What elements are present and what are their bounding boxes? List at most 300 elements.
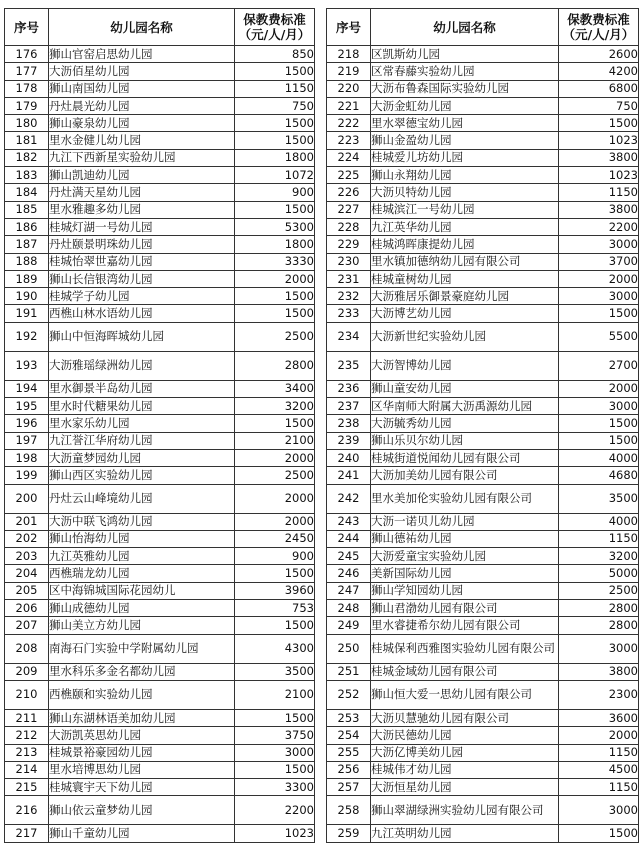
cell-no: 177: [5, 63, 49, 80]
cell-fee: 1500: [559, 825, 639, 842]
cell-name: 里水金健儿幼儿园: [49, 132, 235, 149]
cell-fee: 3960: [235, 582, 315, 599]
table-row: [327, 467, 639, 484]
cell-fee: 2800: [559, 600, 639, 617]
cell-fee: 1500: [235, 565, 315, 582]
cell-fee: 750: [559, 97, 639, 114]
cell-name: 区凯斯幼儿园: [371, 46, 559, 63]
cell-name: 狮山成德幼儿园: [49, 600, 235, 617]
cell-name: 大沥爱童宝实验幼儿园: [371, 548, 559, 565]
cell-no: 178: [5, 80, 49, 97]
cell-no: 211: [5, 709, 49, 726]
table-row: [327, 63, 639, 80]
cell-fee: 1023: [559, 132, 639, 149]
cell-fee: 3400: [235, 380, 315, 397]
header-no: 序号: [327, 9, 371, 46]
cell-no: 195: [5, 398, 49, 415]
cell-fee: 1500: [235, 709, 315, 726]
header-no: 序号: [5, 9, 49, 46]
table-row: [5, 149, 315, 166]
cell-no: 180: [5, 115, 49, 132]
cell-no: 230: [327, 253, 371, 270]
cell-fee: 3000: [235, 744, 315, 761]
cell-fee: 2000: [235, 449, 315, 466]
table-row: [327, 149, 639, 166]
cell-name: 大沥雅居乐御景豪庭幼儿园: [371, 288, 559, 305]
cell-name: 桂城保利西雅图实验幼儿园有限公司: [371, 634, 559, 663]
cell-no: 226: [327, 184, 371, 201]
cell-name: 美新国际幼儿园: [371, 565, 559, 582]
cell-fee: 5000: [559, 565, 639, 582]
cell-fee: 1500: [235, 617, 315, 634]
cell-no: 198: [5, 449, 49, 466]
cell-fee: 4000: [559, 513, 639, 530]
cell-name: 区华南师大附属大沥禹源幼儿园: [371, 398, 559, 415]
cell-name: 南海石门实验中学附属幼儿园: [49, 634, 235, 663]
cell-fee: 2600: [559, 46, 639, 63]
cell-no: 238: [327, 415, 371, 432]
cell-no: 245: [327, 548, 371, 565]
table-row: [327, 617, 639, 634]
cell-no: 220: [327, 80, 371, 97]
cell-name: 里水培博思幼儿园: [49, 761, 235, 778]
cell-fee: 1023: [235, 825, 315, 842]
cell-fee: 2800: [559, 617, 639, 634]
table-row: [327, 600, 639, 617]
cell-fee: 2000: [235, 513, 315, 530]
cell-no: 237: [327, 398, 371, 415]
cell-fee: 2000: [559, 727, 639, 744]
table-row: [327, 565, 639, 582]
header-fee-text: 保教费标准（元/人/月）: [562, 12, 635, 42]
cell-no: 215: [5, 779, 49, 796]
table-row: [327, 634, 639, 663]
cell-no: 249: [327, 617, 371, 634]
cell-no: 185: [5, 201, 49, 218]
cell-fee: 1023: [559, 167, 639, 184]
cell-name: 狮山德祐幼儿园: [371, 530, 559, 547]
table-row: [5, 825, 315, 842]
cell-fee: 1500: [235, 415, 315, 432]
cell-name: 丹灶颐景明珠幼儿园: [49, 236, 235, 253]
cell-no: 218: [327, 46, 371, 63]
header-name: 幼儿园名称: [49, 9, 235, 46]
table-row: [5, 796, 315, 825]
table-row: [5, 322, 315, 351]
table-row: [327, 288, 639, 305]
table-header-row: [5, 9, 315, 46]
table-row: [5, 63, 315, 80]
cell-no: 212: [5, 727, 49, 744]
table-row: [5, 680, 315, 709]
cell-fee: 2300: [559, 680, 639, 709]
cell-name: 大沥民德幼儿园: [371, 727, 559, 744]
cell-fee: 3500: [235, 663, 315, 680]
cell-no: 200: [5, 484, 49, 513]
cell-no: 191: [5, 305, 49, 322]
cell-name: 里水御景半岛幼儿园: [49, 380, 235, 397]
cell-no: 246: [327, 565, 371, 582]
cell-name: 狮山君渤幼儿园有限公司: [371, 600, 559, 617]
table-row: [5, 218, 315, 235]
cell-fee: 3300: [235, 779, 315, 796]
cell-no: 204: [5, 565, 49, 582]
cell-name: 里水镇加德纳幼儿园有限公司: [371, 253, 559, 270]
cell-no: 255: [327, 744, 371, 761]
cell-fee: 3500: [559, 484, 639, 513]
cell-name: 桂城寰宇天下幼儿园: [49, 779, 235, 796]
cell-name: 里水美加伦实验幼儿园有限公司: [371, 484, 559, 513]
table-row: [327, 449, 639, 466]
cell-name: 大沥贝特幼儿园: [371, 184, 559, 201]
table-row: [327, 744, 639, 761]
cell-no: 197: [5, 432, 49, 449]
table-body-right: [327, 46, 639, 843]
cell-fee: 1150: [559, 530, 639, 547]
cell-no: 256: [327, 761, 371, 778]
cell-name: 里水睿捷希尔幼儿园有限公司: [371, 617, 559, 634]
cell-name: 里水时代糖果幼儿园: [49, 398, 235, 415]
table-row: [327, 46, 639, 63]
table-row: [5, 744, 315, 761]
fee-table-right: [326, 8, 639, 843]
table-row: [5, 380, 315, 397]
cell-fee: 3200: [235, 398, 315, 415]
cell-name: 狮山官窑启思幼儿园: [49, 46, 235, 63]
cell-fee: 6800: [559, 80, 639, 97]
table-row: [5, 617, 315, 634]
table-row: [327, 115, 639, 132]
table-row: [5, 548, 315, 565]
cell-no: 179: [5, 97, 49, 114]
table-row: [327, 530, 639, 547]
cell-fee: 3800: [559, 201, 639, 218]
table-row: [327, 97, 639, 114]
cell-no: 182: [5, 149, 49, 166]
cell-fee: 2000: [559, 380, 639, 397]
cell-name: 桂城街道悦闻幼儿园有限公司: [371, 449, 559, 466]
cell-fee: 2000: [235, 270, 315, 287]
cell-no: 227: [327, 201, 371, 218]
cell-no: 207: [5, 617, 49, 634]
cell-fee: 3000: [559, 634, 639, 663]
table-row: [5, 779, 315, 796]
cell-name: 大沥佰星幼儿园: [49, 63, 235, 80]
table-row: [5, 663, 315, 680]
cell-no: 258: [327, 796, 371, 825]
cell-no: 253: [327, 709, 371, 726]
cell-name: 丹灶云山峰境幼儿园: [49, 484, 235, 513]
cell-no: 214: [5, 761, 49, 778]
table-row: [5, 449, 315, 466]
table-row: [327, 218, 639, 235]
cell-no: 228: [327, 218, 371, 235]
table-row: [5, 582, 315, 599]
table-row: [5, 530, 315, 547]
table-row: [5, 634, 315, 663]
cell-no: 234: [327, 322, 371, 351]
table-row: [5, 398, 315, 415]
cell-fee: 1500: [235, 288, 315, 305]
table-row: [327, 322, 639, 351]
cell-no: 223: [327, 132, 371, 149]
table-row: [327, 779, 639, 796]
cell-fee: 753: [235, 600, 315, 617]
cell-name: 狮山恒大爱一思幼儿园有限公司: [371, 680, 559, 709]
cell-name: 狮山学知园幼儿园: [371, 582, 559, 599]
cell-no: 259: [327, 825, 371, 842]
table-row: [327, 80, 639, 97]
cell-name: 丹灶满天星幼儿园: [49, 184, 235, 201]
table-row: [5, 97, 315, 114]
cell-name: 大沥一诺贝儿幼儿园: [371, 513, 559, 530]
cell-name: 狮山依云童梦幼儿园: [49, 796, 235, 825]
cell-name: 里水雅趣多幼儿园: [49, 201, 235, 218]
table-row: [5, 115, 315, 132]
cell-name: 狮山豪泉幼儿园: [49, 115, 235, 132]
table-header-row: [327, 9, 639, 46]
cell-fee: 2500: [235, 322, 315, 351]
cell-no: 184: [5, 184, 49, 201]
cell-fee: 3330: [235, 253, 315, 270]
table-row: [327, 513, 639, 530]
cell-no: 225: [327, 167, 371, 184]
cell-name: 狮山中恒海晖城幼儿园: [49, 322, 235, 351]
table-row: [5, 467, 315, 484]
cell-fee: 3800: [559, 663, 639, 680]
cell-fee: 3000: [559, 288, 639, 305]
cell-no: 186: [5, 218, 49, 235]
cell-name: 里水科乐多金名都幼儿园: [49, 663, 235, 680]
cell-no: 254: [327, 727, 371, 744]
cell-fee: 1500: [235, 305, 315, 322]
table-row: [5, 415, 315, 432]
cell-name: 狮山美立方幼儿园: [49, 617, 235, 634]
cell-name: 桂城金域幼儿园有限公司: [371, 663, 559, 680]
cell-fee: 1500: [235, 132, 315, 149]
cell-name: 大沥智博幼儿园: [371, 351, 559, 380]
table-row: [5, 184, 315, 201]
cell-fee: 3200: [559, 548, 639, 565]
table-row: [327, 201, 639, 218]
cell-fee: 1500: [235, 761, 315, 778]
table-row: [5, 709, 315, 726]
cell-name: 大沥凯英思幼儿园: [49, 727, 235, 744]
cell-name: 大沥新世纪实验幼儿园: [371, 322, 559, 351]
cell-name: 西樵瑞龙幼儿园: [49, 565, 235, 582]
cell-fee: 2200: [559, 218, 639, 235]
cell-name: 大沥加美幼儿园有限公司: [371, 467, 559, 484]
cell-name: 大沥中联飞鸿幼儿园: [49, 513, 235, 530]
cell-no: 201: [5, 513, 49, 530]
cell-fee: 900: [235, 548, 315, 565]
cell-fee: 1500: [235, 115, 315, 132]
table-row: [327, 582, 639, 599]
cell-no: 210: [5, 680, 49, 709]
cell-no: 183: [5, 167, 49, 184]
cell-name: 大沥博艺幼儿园: [371, 305, 559, 322]
cell-fee: 2800: [235, 351, 315, 380]
cell-no: 232: [327, 288, 371, 305]
cell-name: 大沥金虹幼儿园: [371, 97, 559, 114]
cell-no: 202: [5, 530, 49, 547]
table-row: [5, 727, 315, 744]
cell-fee: 850: [235, 46, 315, 63]
cell-name: 狮山东湖林语美加幼儿园: [49, 709, 235, 726]
cell-no: 240: [327, 449, 371, 466]
cell-no: 181: [5, 132, 49, 149]
cell-no: 194: [5, 380, 49, 397]
cell-name: 狮山西区实验幼儿园: [49, 467, 235, 484]
cell-fee: 1150: [559, 184, 639, 201]
cell-name: 狮山永翔幼儿园: [371, 167, 559, 184]
cell-no: 176: [5, 46, 49, 63]
table-row: [5, 484, 315, 513]
cell-no: 242: [327, 484, 371, 513]
cell-no: 252: [327, 680, 371, 709]
cell-fee: 3000: [559, 796, 639, 825]
table-row: [327, 132, 639, 149]
cell-no: 193: [5, 351, 49, 380]
cell-name: 桂城景裕豪园幼儿园: [49, 744, 235, 761]
cell-name: 大沥贝慧驰幼儿园有限公司: [371, 709, 559, 726]
cell-name: 狮山乐贝尔幼儿园: [371, 432, 559, 449]
table-row: [5, 132, 315, 149]
cell-no: 247: [327, 582, 371, 599]
cell-name: 大沥毓秀幼儿园: [371, 415, 559, 432]
table-row: [327, 727, 639, 744]
cell-fee: 1500: [559, 305, 639, 322]
table-row: [5, 761, 315, 778]
cell-name: 丹灶晨光幼儿园: [49, 97, 235, 114]
cell-name: 九江英雅幼儿园: [49, 548, 235, 565]
cell-fee: 1500: [235, 63, 315, 80]
cell-fee: 1500: [235, 201, 315, 218]
cell-fee: 2500: [559, 582, 639, 599]
table-row: [5, 201, 315, 218]
table-row: [327, 270, 639, 287]
cell-name: 桂城学子幼儿园: [49, 288, 235, 305]
cell-fee: 3000: [559, 398, 639, 415]
cell-no: 205: [5, 582, 49, 599]
cell-no: 192: [5, 322, 49, 351]
cell-name: 桂城爱儿坊幼儿园: [371, 149, 559, 166]
table-row: [5, 600, 315, 617]
cell-fee: 3750: [235, 727, 315, 744]
cell-name: 大沥童梦园幼儿园: [49, 449, 235, 466]
fee-standard-page: [4, 8, 638, 841]
cell-no: 189: [5, 270, 49, 287]
table-row: [327, 432, 639, 449]
table-row: [327, 305, 639, 322]
cell-fee: 1500: [559, 432, 639, 449]
cell-name: 桂城怡翠世嘉幼儿园: [49, 253, 235, 270]
cell-fee: 1150: [559, 744, 639, 761]
cell-no: 248: [327, 600, 371, 617]
table-row: [5, 513, 315, 530]
table-row: [327, 796, 639, 825]
table-row: [5, 167, 315, 184]
table-row: [327, 709, 639, 726]
table-row: [5, 305, 315, 322]
cell-fee: 5300: [235, 218, 315, 235]
cell-name: 大沥恒星幼儿园: [371, 779, 559, 796]
cell-name: 大沥雅瑶绿洲幼儿园: [49, 351, 235, 380]
cell-fee: 1150: [559, 779, 639, 796]
cell-name: 桂城鸿晖康提幼儿园: [371, 236, 559, 253]
cell-name: 里水家乐幼儿园: [49, 415, 235, 432]
table-row: [327, 351, 639, 380]
table-row: [5, 236, 315, 253]
cell-no: 229: [327, 236, 371, 253]
cell-fee: 1500: [559, 115, 639, 132]
cell-fee: 1800: [235, 236, 315, 253]
cell-no: 222: [327, 115, 371, 132]
table-row: [327, 184, 639, 201]
cell-fee: 2500: [235, 467, 315, 484]
table-row: [327, 380, 639, 397]
table-row: [327, 415, 639, 432]
cell-no: 203: [5, 548, 49, 565]
cell-no: 257: [327, 779, 371, 796]
cell-no: 250: [327, 634, 371, 663]
cell-no: 206: [5, 600, 49, 617]
cell-name: 九江下西新星实验幼儿园: [49, 149, 235, 166]
table-row: [5, 270, 315, 287]
cell-fee: 750: [235, 97, 315, 114]
cell-no: 196: [5, 415, 49, 432]
cell-no: 244: [327, 530, 371, 547]
cell-fee: 2100: [235, 432, 315, 449]
cell-name: 里水翠德宝幼儿园: [371, 115, 559, 132]
cell-no: 190: [5, 288, 49, 305]
table-row: [5, 288, 315, 305]
cell-no: 241: [327, 467, 371, 484]
cell-no: 251: [327, 663, 371, 680]
table-row: [327, 680, 639, 709]
cell-no: 208: [5, 634, 49, 663]
table-row: [327, 548, 639, 565]
table-row: [5, 253, 315, 270]
cell-fee: 4000: [559, 449, 639, 466]
cell-name: 九江英明幼儿园: [371, 825, 559, 842]
cell-no: 217: [5, 825, 49, 842]
table-row: [327, 825, 639, 842]
cell-no: 216: [5, 796, 49, 825]
cell-name: 九江英华幼儿园: [371, 218, 559, 235]
cell-name: 西樵山林水语幼儿园: [49, 305, 235, 322]
header-fee: [235, 9, 315, 46]
cell-name: 西樵颐和实验幼儿园: [49, 680, 235, 709]
table-row: [327, 398, 639, 415]
cell-name: 狮山童安幼儿园: [371, 380, 559, 397]
cell-no: 243: [327, 513, 371, 530]
cell-no: 239: [327, 432, 371, 449]
fee-table-left: [4, 8, 315, 843]
cell-no: 235: [327, 351, 371, 380]
cell-name: 九江誉江华府幼儿园: [49, 432, 235, 449]
cell-name: 狮山金盈幼儿园: [371, 132, 559, 149]
cell-name: 桂城滨江一号幼儿园: [371, 201, 559, 218]
table-row: [327, 663, 639, 680]
cell-no: 199: [5, 467, 49, 484]
table-row: [5, 46, 315, 63]
cell-fee: 1150: [235, 80, 315, 97]
cell-name: 区中海锦城国际花园幼儿: [49, 582, 235, 599]
table-row: [5, 565, 315, 582]
cell-name: 狮山长信银湾幼儿园: [49, 270, 235, 287]
cell-fee: 4500: [559, 761, 639, 778]
